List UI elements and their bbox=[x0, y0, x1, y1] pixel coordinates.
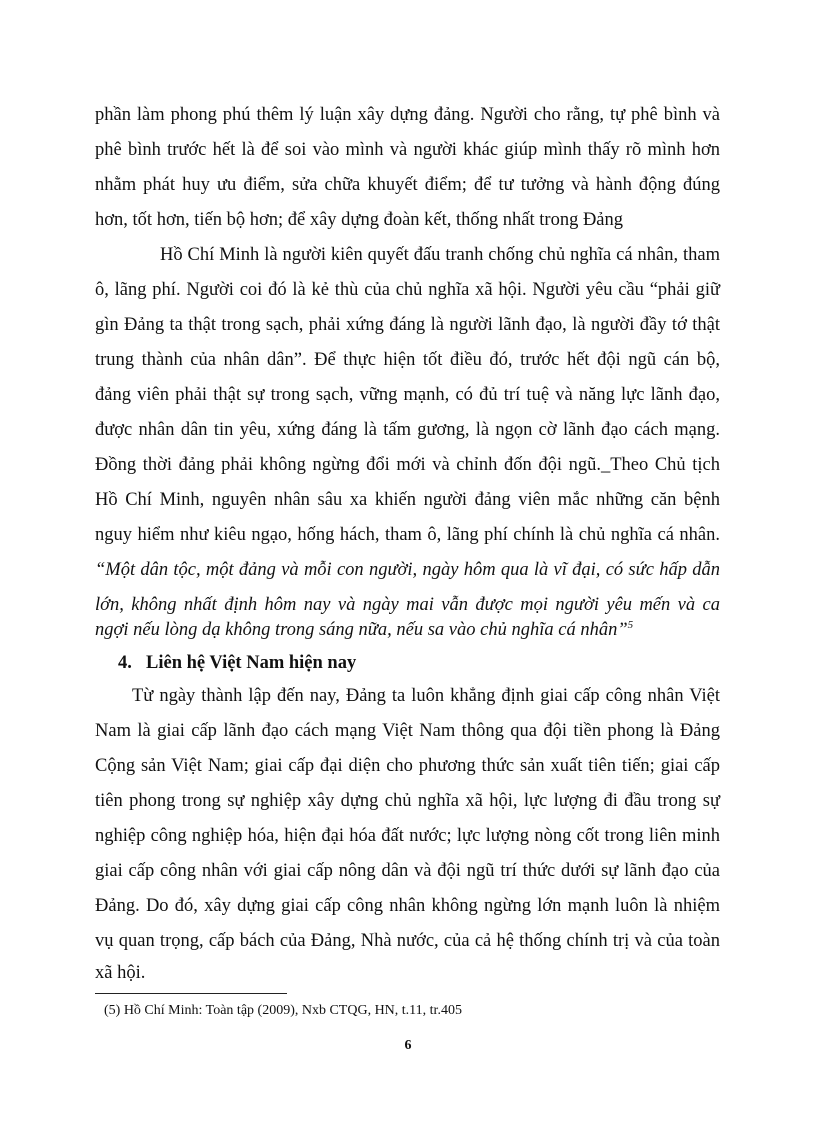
text-line: Nam là giai cấp lãnh đạo cách mạng Việt Nam thông qua đội tiền phong là Đảng bbox=[95, 721, 720, 741]
text-line: giai cấp công nhân với giai cấp nông dân và đội ngũ trí thức dưới sự lãnh đạo của bbox=[95, 861, 720, 881]
text-line: trung thành của nhân dân”. Để thực hiện tốt điều đó, trước hết đội ngũ cán bộ, bbox=[95, 350, 720, 370]
text-line: vụ quan trọng, cấp bách của Đảng, Nhà nước, của cả hệ thống chính trị và của toàn bbox=[95, 931, 720, 951]
text-line: Hồ Chí Minh là người kiên quyết đấu tranh chống chủ nghĩa cá nhân, tham bbox=[160, 245, 720, 265]
quote-text: ngợi nếu lòng dạ không trong sáng nữa, nếu sa vào chủ nghĩa cá nhân” bbox=[95, 620, 628, 640]
text-line: Đảng. Do đó, xây dựng giai cấp công nhân không ngừng lớn mạnh luôn là nhiệm bbox=[95, 896, 720, 916]
section-title: Liên hệ Việt Nam hiện nay bbox=[146, 653, 357, 673]
text-line: ô, lãng phí. Người coi đó là kẻ thù của chủ nghĩa xã hội. Người yêu cầu “phải giữ bbox=[95, 280, 720, 300]
text-line: xã hội. bbox=[95, 963, 146, 983]
text-line: Cộng sản Việt Nam; giai cấp đại diện cho phương thức sản xuất tiên tiến; giai cấp bbox=[95, 756, 720, 776]
text-line: hơn, tốt hơn, tiến bộ hơn; để xây dựng đoàn kết, thống nhất trong Đảng bbox=[95, 210, 624, 230]
footnote: (5) Hồ Chí Minh: Toàn tập (2009), Nxb CTQG, HN, t.11, tr.405 bbox=[104, 1003, 462, 1018]
text-line: nghiệp công nghiệp hóa, hiện đại hóa đất nước; lực lượng nòng cốt trong liên minh bbox=[95, 826, 720, 846]
text-line: được nhân dân tin yêu, xứng đáng là tấm gương, là ngọn cờ lãnh đạo cách mạng. bbox=[95, 420, 720, 440]
text-line: nhằm phát huy ưu điểm, sửa chữa khuyết điểm; để tư tưởng và hành động đúng bbox=[95, 175, 720, 195]
text-line: phê bình trước hết là để soi vào mình và người khác giúp mình thấy rõ mình hơn bbox=[95, 140, 720, 160]
text-line: tiên phong trong sự nghiệp xây dựng chủ nghĩa xã hội, lực lượng đi đầu trong sự bbox=[95, 791, 720, 811]
text-line: nguy hiểm như kiêu ngạo, hống hách, tham ô, lãng phí chính là chủ nghĩa cá nhân. bbox=[95, 525, 720, 545]
text-line: Từ ngày thành lập đến nay, Đảng ta luôn khẳng định giai cấp công nhân Việt bbox=[132, 686, 720, 706]
quote-line: “Một dân tộc, một đảng và mỗi con người, ngày hôm qua là vĩ đại, có sức hấp dẫn bbox=[95, 560, 720, 580]
quote-line: lớn, không nhất định hôm nay và ngày mai vẫn được mọi người yêu mến và ca bbox=[95, 595, 720, 615]
footnote-divider bbox=[95, 993, 287, 994]
text-line: gìn Đảng ta thật trong sạch, phải xứng đáng là người lãnh đạo, là người đầy tớ thật bbox=[95, 315, 720, 335]
footnote-ref: 5 bbox=[627, 619, 634, 631]
text-line: phần làm phong phú thêm lý luận xây dựng đảng. Người cho rằng, tự phê bình và bbox=[95, 105, 720, 125]
text-line: Hồ Chí Minh, nguyên nhân sâu xa khiến người đảng viên mắc những căn bệnh bbox=[95, 490, 720, 510]
section-heading bbox=[118, 652, 356, 674]
quote-line bbox=[95, 619, 720, 641]
text-line: Đồng thời đảng phải không ngừng đổi mới và chỉnh đốn đội ngũ._Theo Chủ tịch bbox=[95, 455, 720, 475]
page-number: 6 bbox=[404, 1038, 412, 1053]
section-number: 4. bbox=[118, 653, 132, 673]
text-line: đảng viên phải thật sự trong sạch, vững mạnh, có đủ trí tuệ và năng lực lãnh đạo, bbox=[95, 385, 720, 405]
